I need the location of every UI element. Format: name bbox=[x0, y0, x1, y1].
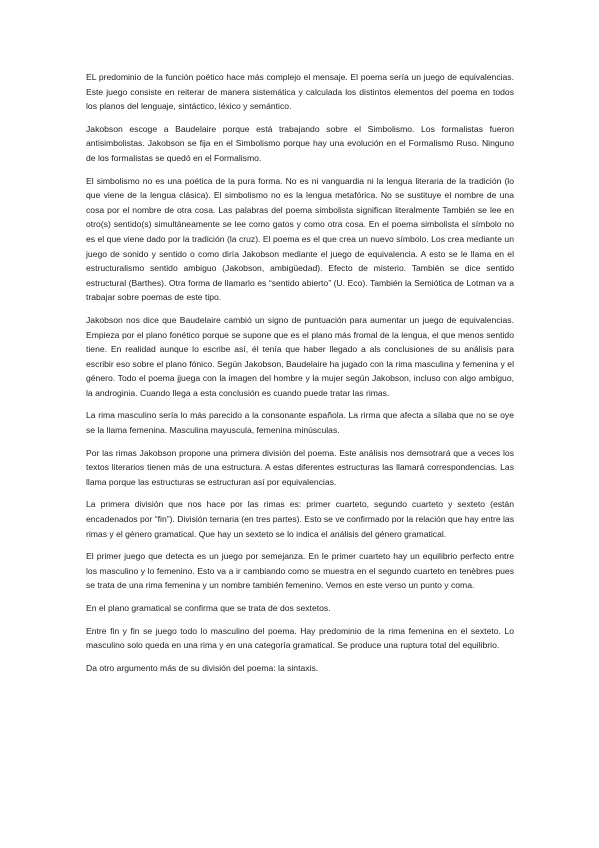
document-body bbox=[86, 70, 514, 683]
paragraph-6: Por las rimas Jakobson propone una primera división del poema. Este análisis nos demsotrará que a veces los textos literarios tienen más de una estructura. A estas diferentes estructuras las llamará correspondencias. Las llama porque las estructuras se estructuran así por equivalencias. bbox=[86, 447, 514, 487]
paragraph-5: La rima masculino sería lo más parecido a la consonante española. La rirma que afecta a sílaba que no se oye se la llama femenina. Masculina mayuscula, femenina minúsculas. bbox=[86, 410, 514, 436]
paragraph-3: El simbolismo no es una poética de la pura forma. No es ni vanguardia ni la lengua literaria de la tradición (lo que viene de la lengua clásica). El simbolismo no es la lengua metafórica. No se sustituye el nombre de una cosa por el nombre de otra cosa. Las palabras del poema simbolista significan literalmente También se lee en otro(s) sentido(s) simultáneamente se lee como gatos y como otra cosa. En el poema simbolista el símbolo no es el que viene dado por la tradición (la cruz). El poema es el que crea un nuevo símbolo. Los crea mediante un juego de sonido y sentido o como diría Jakobson mediante el juego de equivalencia. A esto se le llama en el estructuralismo sentido ambiguo (Jakobson, ambigüedad). Efecto de misterio. También se dice sentido estructural (Barthes). Otra forma de llamarlo es “sentido abierto” (U. Eco). También la Semiótica de Lotman va a trabajar sobre poemas de este tipo. bbox=[86, 175, 514, 303]
paragraph-7: La primera división que nos hace por las rimas es: primer cuarteto, segundo cuarteto y sexteto (están encadenados por “fin”). División ternaria (en tres partes). Esto se ve confirmado por la relación que hay entre las rimas y el género gramatical. Que hay un sexteto se lo indica el análisis del género gramatical. bbox=[86, 499, 514, 539]
paragraph-9: En el plano gramatical se confirma que se trata de dos sextetos. bbox=[86, 603, 331, 613]
paragraph-4: Jakobson nos dice que Baudelaire cambió un signo de puntuación para aumentar un juego de equivalencias. Empieza por el plano fonético porque se supone que es el plano más fromal de la lengua, el que menos sentido tiene. En realidad aunque lo escribe así, él tenía que haber llegado a als conclusiones de su análisis para escribir eso sobre el plano fónico. Según Jakobson, Baudelaire ha jugado con la rima masculina y femenina y el género. Todo el poema jjuega con la imagen del hombre y la mujer según Jakobson, incluso con algo ambiguo, la androginia. Cuando llega a esta conclusión es cuando puede tratar las rimas. bbox=[86, 314, 514, 398]
paragraph-1: EL predominio de la función poético hace más complejo el mensaje. El poema sería un juego de equivalencias. Este juego consiste en reiterar de manera sistemática y calculada los distintos elementos del poema en todos los planos del lenguaje, sintáctico, léxico y semántico. bbox=[86, 72, 514, 112]
paragraph-11: Da otro argumento más de su división del poema: la sintaxis. bbox=[86, 662, 319, 673]
paragraph-10: Entre fin y fin se juego todo lo masculino del poema. Hay predominio de la rima femenina en el sexteto. Lo masculino solo queda en una rima y en una categoría gramatical. Se produce una ruptura total del equilibrio. bbox=[86, 625, 514, 651]
paragraph-8: El primer juego que detecta es un juego por semejanza. En le primer cuarteto hay un equilibrio perfecto entre los masculino y lo femenino. Esto va a ir cambiando como se muestra en el segundo cuarteto en tenèbres pues se trata de una rima femenina y un nombre también femenino. Vemos en este verso un punto y coma. bbox=[86, 551, 514, 591]
paragraph-2: Jakobson escoge a Baudelaire porque está trabajando sobre el Simbolismo. Los formalistas fueron antisimbolistas. Jakobson se fija en el Simbolismo porque hay una evolución en el Formalismo Ruso. Ninguno de los formalistas se quedó en el Formalismo. bbox=[86, 123, 514, 163]
